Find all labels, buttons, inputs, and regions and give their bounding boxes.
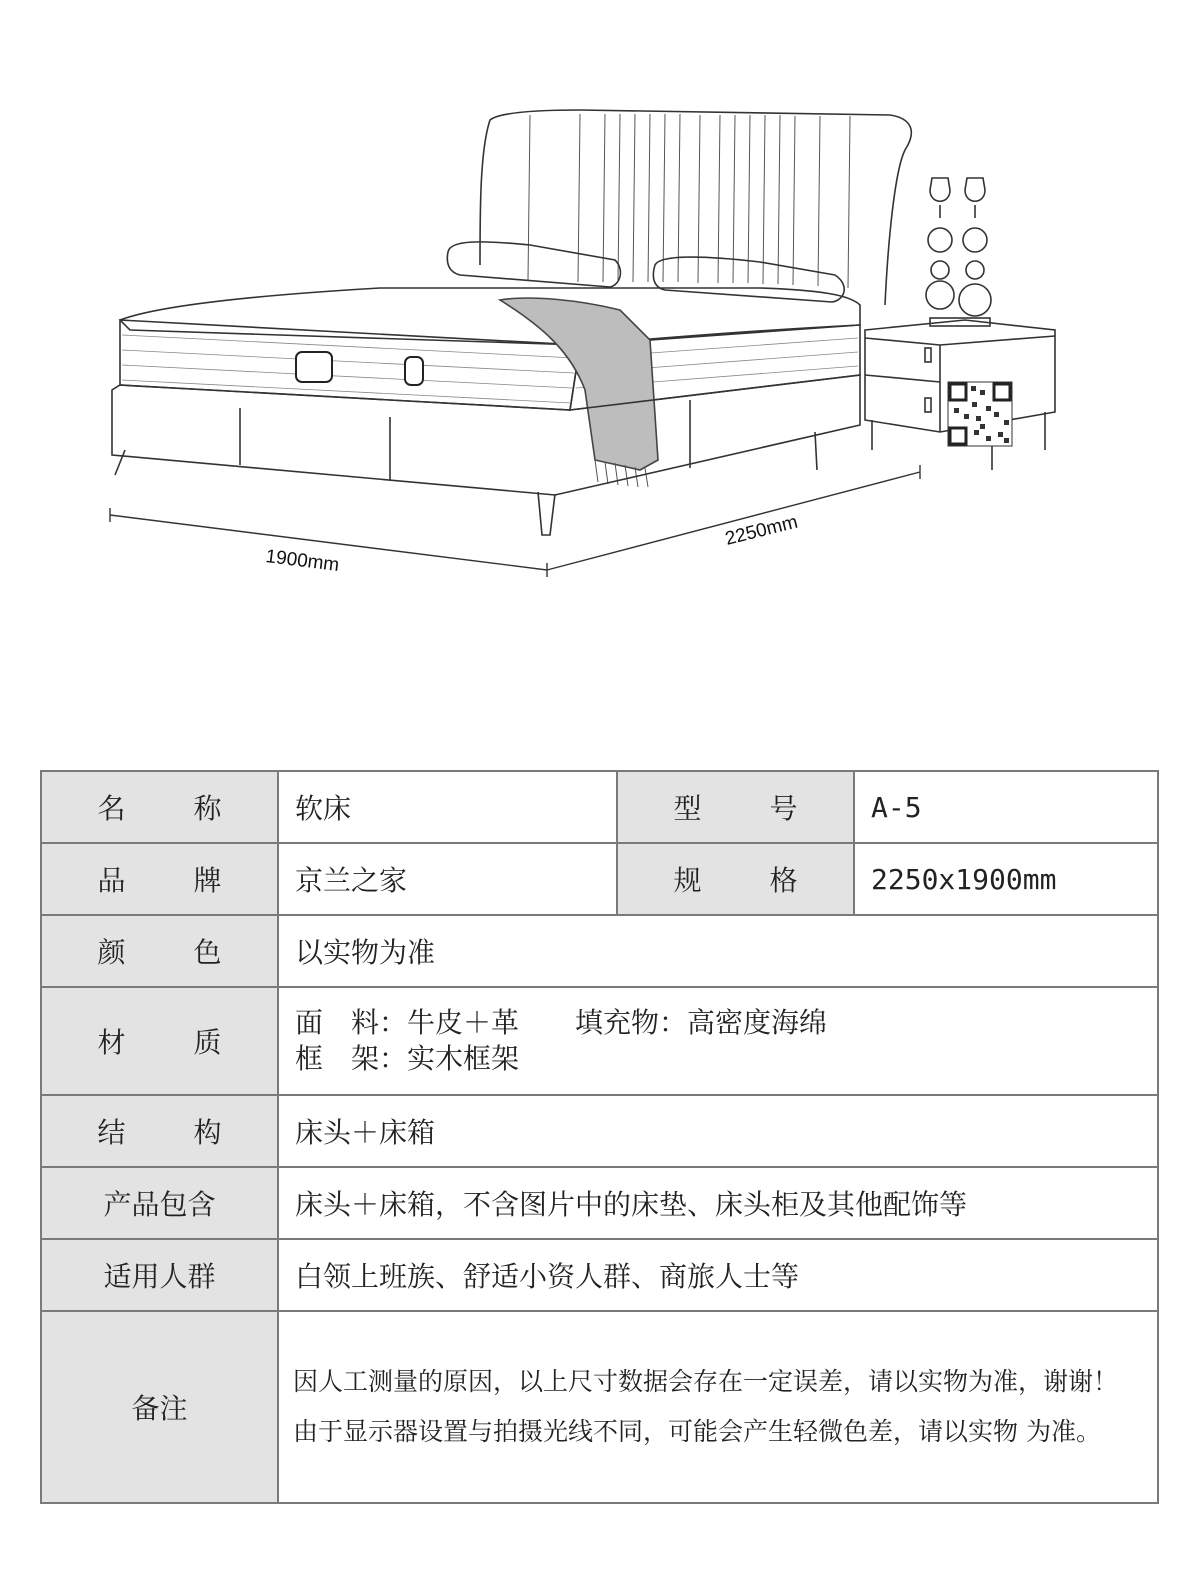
length-dimension-label: 2250mm xyxy=(723,511,800,550)
spec-row-brand xyxy=(41,843,1158,915)
spec-value-color: 以实物为准 xyxy=(278,915,1158,987)
throw-blanket xyxy=(500,298,658,470)
spec-row-color xyxy=(41,915,1158,987)
spec-row-name xyxy=(41,771,1158,843)
spec-row-structure xyxy=(41,1095,1158,1167)
note-line: 由于显示器设置与拍摄光线不同，可能会产生轻微色差，请以实物 为准。 xyxy=(293,1417,1101,1446)
spec-label-color: 颜 色 xyxy=(41,915,278,987)
spec-value-notes xyxy=(278,1311,1158,1503)
spec-label-brand: 品 牌 xyxy=(41,843,278,915)
material-line: 框 架：实木框架 xyxy=(295,1042,520,1075)
spec-label-contents: 产品包含 xyxy=(41,1167,278,1239)
spec-label-notes: 备注 xyxy=(41,1311,278,1503)
spec-value-size: 2250x1900mm xyxy=(854,843,1158,915)
spec-label-size: 规 格 xyxy=(617,843,854,915)
headboard xyxy=(480,110,911,305)
spec-value-structure: 床头＋床箱 xyxy=(278,1095,1158,1167)
spec-value-material xyxy=(278,987,1158,1095)
bed-leg xyxy=(115,450,125,475)
bed-leg xyxy=(538,492,555,535)
mattress-tag xyxy=(405,357,423,385)
spec-value-model: A-5 xyxy=(854,771,1158,843)
spec-value-brand: 京兰之家 xyxy=(278,843,617,915)
mattress-badge xyxy=(296,352,332,382)
spec-value-name: 软床 xyxy=(278,771,617,843)
spec-row-notes xyxy=(41,1311,1158,1503)
spec-row-material xyxy=(41,987,1158,1095)
spec-row-contents xyxy=(41,1167,1158,1239)
spec-value-audience: 白领上班族、舒适小资人群、商旅人士等 xyxy=(278,1239,1158,1311)
mattress-front xyxy=(120,320,580,410)
width-dimension-label: 1900mm xyxy=(264,546,341,576)
bed-base xyxy=(112,375,860,495)
spec-label-structure: 结 构 xyxy=(41,1095,278,1167)
spec-table xyxy=(40,770,1159,1504)
spec-label-name: 名 称 xyxy=(41,771,278,843)
spec-row-audience xyxy=(41,1239,1158,1311)
spec-label-model: 型 号 xyxy=(617,771,854,843)
wine-glass-decor xyxy=(926,178,991,326)
spec-value-contents: 床头＋床箱，不含图片中的床垫、床头柜及其他配饰等 xyxy=(278,1167,1158,1239)
spec-label-audience: 适用人群 xyxy=(41,1239,278,1311)
spec-label-material: 材 质 xyxy=(41,987,278,1095)
note-line: 因人工测量的原因，以上尺寸数据会存在一定误差，请以实物为准，谢谢！ xyxy=(293,1367,1119,1396)
length-dimension-line xyxy=(547,472,920,570)
material-line: 面 料：牛皮＋革 填充物：高密度海绵 xyxy=(295,1006,828,1039)
bed-illustration xyxy=(60,90,1140,610)
pillow-left xyxy=(447,242,620,287)
pillow-right xyxy=(653,257,844,302)
bed-leg xyxy=(815,432,817,470)
qr-code xyxy=(948,382,1012,446)
